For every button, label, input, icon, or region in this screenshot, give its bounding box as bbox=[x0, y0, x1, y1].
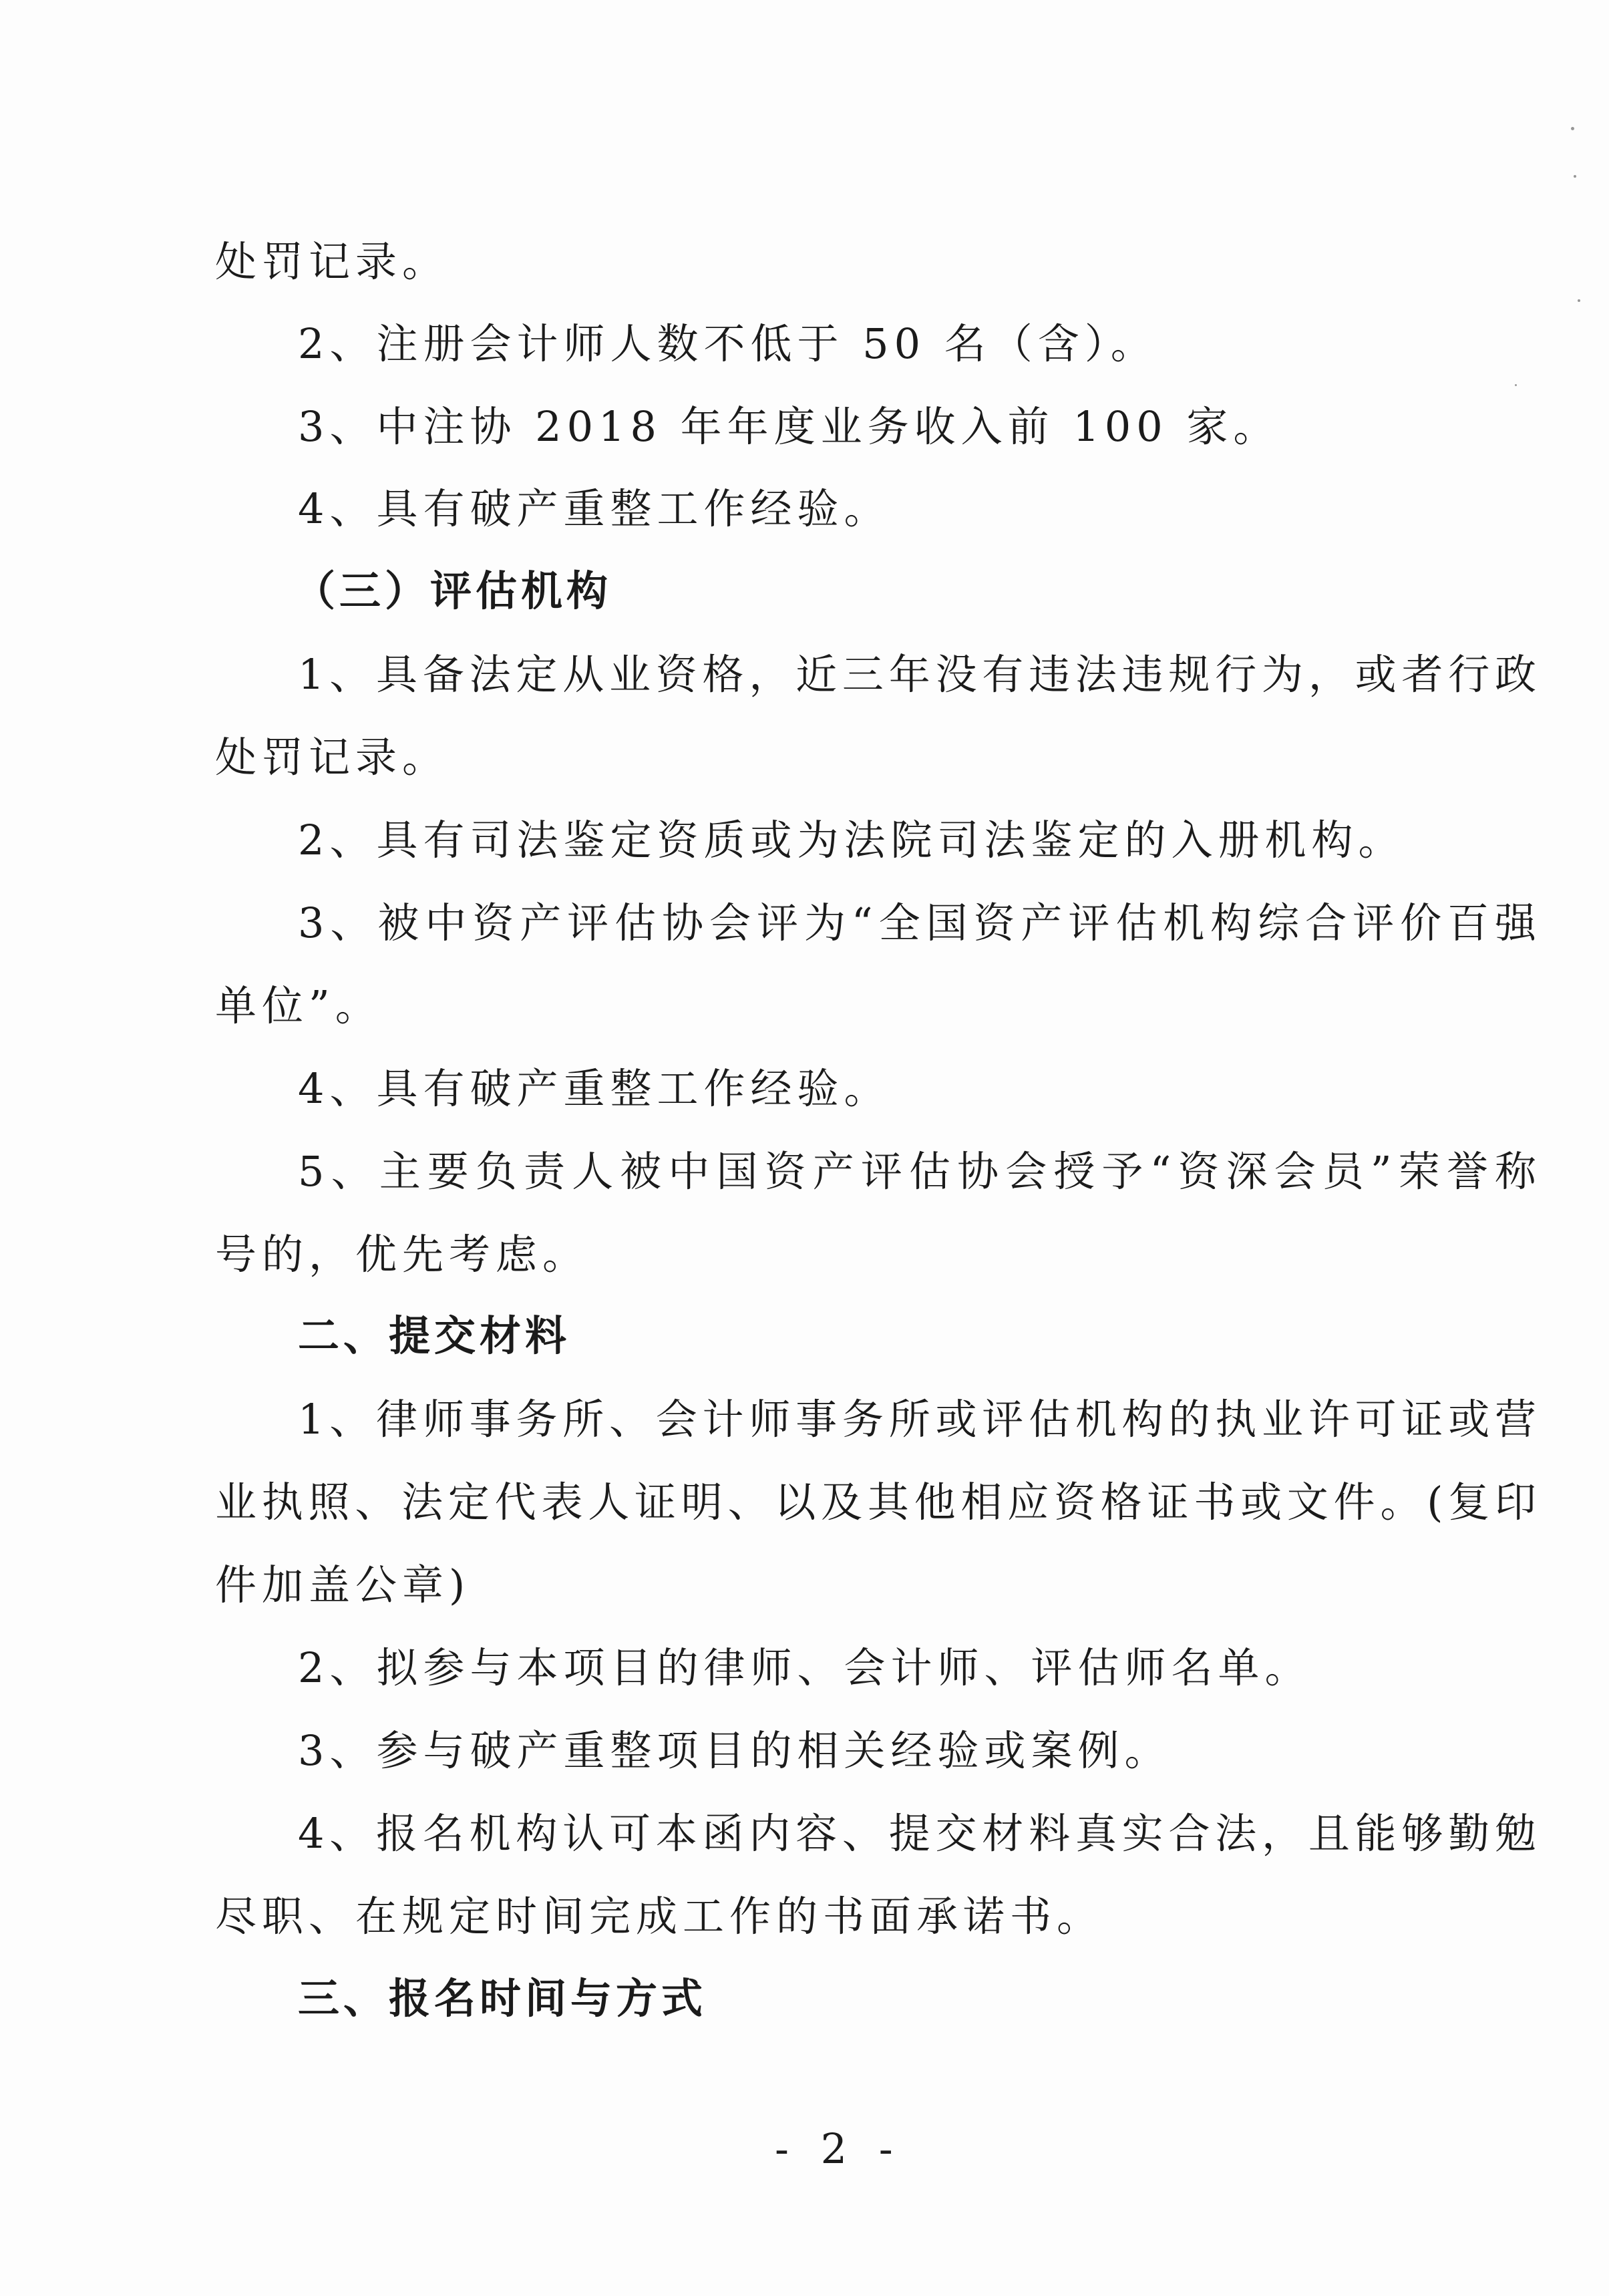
text-line: 件加盖公章) bbox=[215, 1561, 471, 1609]
text-line: 3、中注协 2018 年年度业务收入前 100 家。 bbox=[298, 402, 1280, 451]
scan-speck bbox=[1515, 384, 1517, 386]
text-line: 尽职、在规定时间完成工作的书面承诺书。 bbox=[215, 1892, 1104, 1941]
text-line: 处罚记录。 bbox=[215, 237, 450, 286]
text-line: 4、具有破产重整工作经验。 bbox=[298, 1064, 891, 1113]
text-line: 5、主要负责人被中国资产评估协会授予“资深会员”荣誉称 bbox=[298, 1147, 1540, 1196]
text-line: 2、拟参与本项目的律师、会计师、评估师名单。 bbox=[298, 1643, 1312, 1692]
page-number: - 2 - bbox=[775, 2124, 902, 2173]
section-heading: （三）评估机构 bbox=[294, 566, 612, 615]
text-line: 2、注册会计师人数不低于 50 名（含）。 bbox=[298, 319, 1157, 368]
text-line: 4、具有破产重整工作经验。 bbox=[298, 484, 891, 533]
scan-speck bbox=[1574, 175, 1576, 178]
text-line: 4、报名机构认可本函内容、提交材料真实合法，且能够勤勉 bbox=[298, 1809, 1540, 1858]
section-heading: 三、报名时间与方式 bbox=[298, 1974, 707, 2023]
text-line: 业执照、法定代表人证明、以及其他相应资格证书或文件。(复印 bbox=[215, 1478, 1540, 1526]
scan-speck bbox=[1571, 127, 1574, 130]
text-line: 3、被中资产评估协会评为“全国资产评估机构综合评价百强 bbox=[298, 898, 1540, 947]
text-line: 1、律师事务所、会计师事务所或评估机构的执业许可证或营 bbox=[298, 1395, 1540, 1444]
text-line: 1、具备法定从业资格，近三年没有违法违规行为，或者行政 bbox=[298, 650, 1540, 699]
text-line: 2、具有司法鉴定资质或为法院司法鉴定的入册机构。 bbox=[298, 816, 1405, 864]
text-line: 单位”。 bbox=[215, 981, 382, 1030]
section-heading: 二、提交材料 bbox=[298, 1311, 571, 1360]
text-line: 处罚记录。 bbox=[215, 733, 450, 782]
text-line: 号的，优先考虑。 bbox=[215, 1230, 590, 1279]
scan-speck bbox=[1578, 299, 1580, 302]
text-line: 3、参与破产重整项目的相关经验或案例。 bbox=[298, 1726, 1172, 1775]
